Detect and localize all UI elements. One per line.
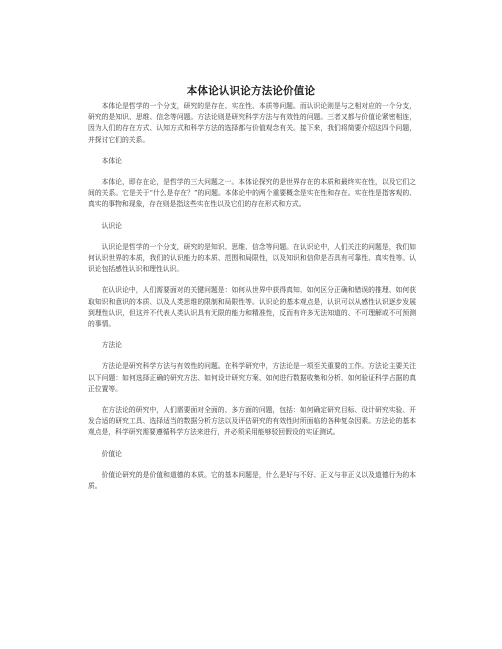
section-paragraph: 价值论研究的是价值和道德的本质。它的基本问题是，什么是好与不好、正义与非正义以及道德行为的本质。 — [88, 470, 416, 491]
section-paragraph: 方法论是研究科学方法与有效性的问题。在科学研究中，方法论是一项至关重要的工作。方法论主要关注以下问题：如何选择正确的研究方法、如何设计研究方案、如何进行数据收集和分析、如何验证科学占据的真正位置等。 — [88, 362, 416, 393]
section-heading: 方法论 — [101, 341, 122, 350]
section-paragraph: 本体论，即存在论，是哲学的三大问题之一。本体论探究的是世界存在的本质和最终实在性，以及它们之间的关系。它是关于“什么是存在？”的问题。本体论中的两个重要概念是实在性和存在。实在性是指客观的、真实的事物和现象，存在则是指这些实在性以及它们的存在形式和方式。 — [88, 178, 416, 209]
document-title: 本体论认识论方法论价值论 — [186, 85, 316, 97]
section-paragraph: 在方法论的研究中，人们需要面对全面的、多方面的问题，包括：如何确定研究目标、设计研究实验、开发合适的研究工具、选择适当的数据分析方法以及评估研究的有效性时所面临的各种复杂因素。方法论的基本观点是，科学研究需要遵循科学方法来进行，并必须采用能够驳回假设的实证测试。 — [88, 406, 416, 437]
section-heading: 本体论 — [101, 156, 122, 165]
section-paragraph: 认识论是哲学的一个分支，研究的是知识、思维、信念等问题。在认识论中，人们关注的问题是，我们如何认识世界的本质，我们的认识能力的本质、范围和局限性，以及知识和信仰是否具有可靠性、真实性等。认识论包括感性认识和理性认识。 — [88, 242, 416, 274]
intro-paragraph: 本体论是哲学的一个分支，研究的是存在、实在性、本质等问题。而认识论则是与之相对应的一个分支，研究的是知识、思维、信念等问题。方法论则是研究科学方法与有效性的问题。三者又都与价值论紧密相连，因为人们的存在方式、认知方式和科学方法的选择都与价值观念有关。接下来，我们将简要介绍这四个问题，并探讨它们的关系。 — [88, 102, 416, 144]
section-paragraph: 在认识论中，人们需要面对的关键问题是：如何从世界中获得真知、如何区分正确和错误的推理、如何获取知识和意识的本质、以及人类思维的限制和局限性等。认识论的基本观点是，认识可以从感性认识逐步发展到理性认识，但这并不代表人类认识具有无限的能力和精准性，反而有许多无法知道的、不可理解或不可预测的事情。 — [88, 286, 416, 329]
section-heading: 认识论 — [101, 221, 122, 230]
section-epistemology — [88, 221, 416, 331]
section-ontology — [88, 156, 416, 211]
section-methodology — [88, 340, 416, 438]
section-axiology — [88, 449, 416, 493]
section-heading: 价值论 — [101, 449, 122, 458]
document-body — [88, 101, 416, 502]
